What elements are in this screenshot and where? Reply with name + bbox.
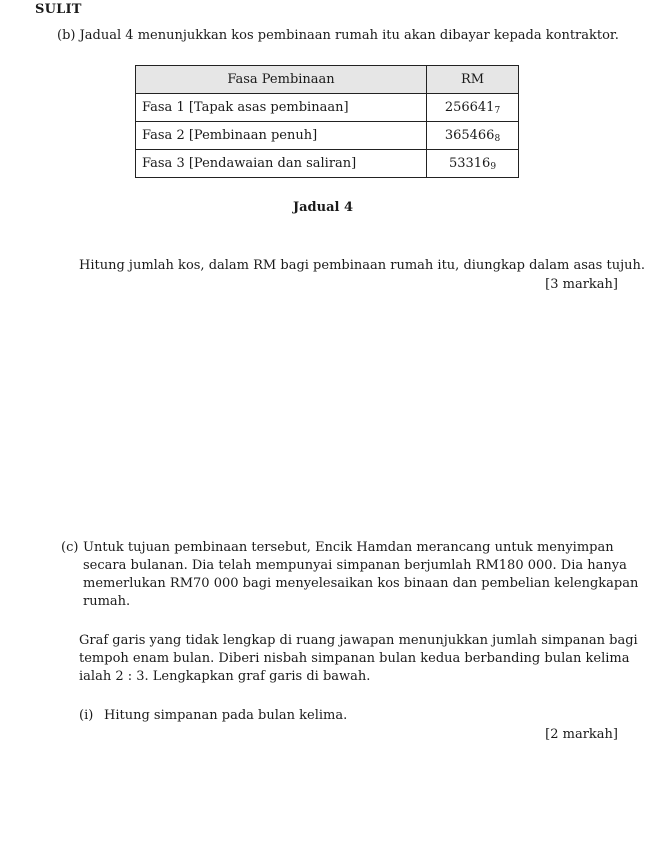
cost-table bbox=[135, 65, 519, 178]
sub-i-text: Hitung simpanan pada bulan kelima. bbox=[104, 708, 348, 723]
part-c-para2 bbox=[79, 632, 638, 686]
rm-cell bbox=[427, 122, 519, 150]
col-header-rm: RM bbox=[427, 66, 519, 94]
part-c-label: (c) bbox=[61, 540, 79, 555]
sub-i-marks: [2 markah] bbox=[545, 727, 618, 742]
rm-value: 256641 bbox=[444, 99, 495, 115]
table-row bbox=[136, 94, 519, 122]
text-line: rumah. bbox=[83, 594, 131, 609]
text-line: memerlukan RM70 000 bagi menyelesaikan kos binaan dan pembelian kelengkapan bbox=[83, 576, 639, 591]
rm-base: 7 bbox=[494, 105, 501, 116]
rm-base: 9 bbox=[490, 161, 497, 172]
part-b-marks: [3 markah] bbox=[545, 277, 618, 292]
rm-base: 8 bbox=[494, 133, 501, 144]
rm-value: 365466 bbox=[444, 127, 495, 143]
text-line: Untuk tujuan pembinaan tersebut, Encik Hamdan merancang untuk menyimpan bbox=[83, 540, 614, 555]
part-b-question: Hitung jumlah kos, dalam RM bagi pembinaan rumah itu, diungkap dalam asas tujuh. bbox=[79, 258, 645, 273]
col-header-phase: Fasa Pembinaan bbox=[136, 66, 427, 94]
text-line: secara bulanan. Dia telah mempunyai simpanan berjumlah RM180 000. Dia hanya bbox=[83, 558, 627, 573]
table-row bbox=[136, 122, 519, 150]
part-c-para1 bbox=[83, 539, 638, 611]
header-sulit: SULIT bbox=[35, 2, 82, 17]
phase-cell: Fasa 3 [Pendawaian dan saliran] bbox=[136, 150, 427, 178]
rm-value: 53316 bbox=[448, 155, 491, 171]
sub-i-label: (i) bbox=[79, 708, 94, 723]
table-caption: Jadual 4 bbox=[292, 200, 354, 215]
rm-cell bbox=[427, 150, 519, 178]
text-line: Graf garis yang tidak lengkap di ruang jawapan menunjukkan jumlah simpanan bagi bbox=[79, 633, 638, 648]
part-b-intro: (b) Jadual 4 menunjukkan kos pembinaan rumah itu akan dibayar kepada kontraktor. bbox=[57, 28, 619, 43]
phase-cell: Fasa 2 [Pembinaan penuh] bbox=[136, 122, 427, 150]
text-line: ialah 2 : 3. Lengkapkan graf garis di bawah. bbox=[79, 669, 371, 684]
rm-cell bbox=[427, 94, 519, 122]
phase-cell: Fasa 1 [Tapak asas pembinaan] bbox=[136, 94, 427, 122]
table-header-row bbox=[136, 66, 519, 94]
text-line: tempoh enam bulan. Diberi nisbah simpanan bulan kedua berbanding bulan kelima bbox=[79, 651, 630, 666]
table-row bbox=[136, 150, 519, 178]
